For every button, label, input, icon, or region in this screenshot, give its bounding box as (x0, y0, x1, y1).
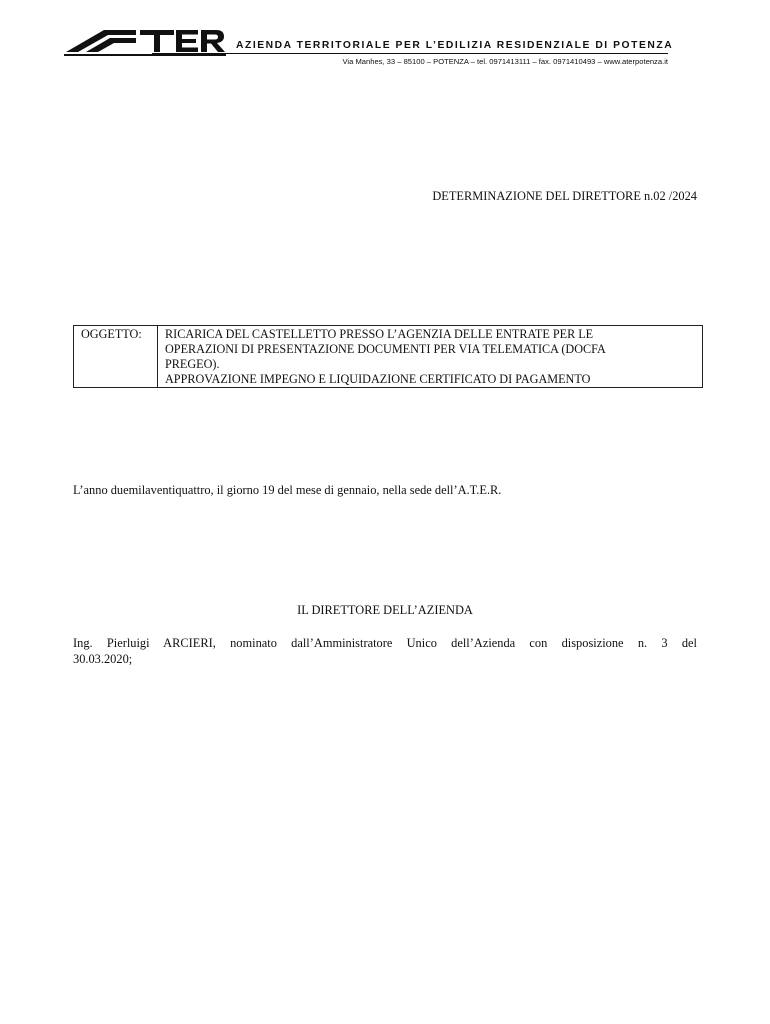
organization-name: AZIENDA TERRITORIALE PER L’EDILIZIA RESIDENZIALE DI POTENZA (236, 40, 674, 51)
subject-line: RICARICA DEL CASTELLETTO PRESSO L’AGENZIA DELLE ENTRATE PER LE (165, 327, 594, 341)
director-paragraph (73, 635, 697, 667)
subject-text (158, 326, 702, 387)
paragraph-line: Ing. Pierluigi ARCIERI, nominato dall’Amministratore Unico dell’Azienda con disposizione n. 3 del (73, 636, 697, 650)
ater-logo (64, 26, 226, 60)
document-title: DETERMINAZIONE DEL DIRETTORE n.02 /2024 (432, 189, 697, 203)
section-heading: IL DIRETTORE DELL’AZIENDA (297, 603, 473, 617)
subject-table (73, 325, 703, 388)
letterhead (64, 26, 674, 74)
paragraph-line: 30.03.2020; (73, 652, 133, 666)
organization-address: Via Manhes, 33 – 85100 – POTENZA – tel. 0971413111 – fax. 0971410493 – www.aterpotenza.it (342, 57, 668, 66)
subject-line: OPERAZIONI DI PRESENTAZIONE DOCUMENTI PER VIA TELEMATICA (DOCFA (165, 342, 606, 356)
subject-line: APPROVAZIONE IMPEGNO E LIQUIDAZIONE CERTIFICATO DI PAGAMENTO (165, 372, 591, 386)
intro-sentence: L’anno duemilaventiquattro, il giorno 19 del mese di gennaio, nella sede dell’A.T.E.R. (73, 483, 502, 497)
subject-label: OGGETTO: (74, 326, 158, 387)
subject-line: PREGEO). (165, 357, 220, 371)
letterhead-rule (152, 53, 668, 54)
